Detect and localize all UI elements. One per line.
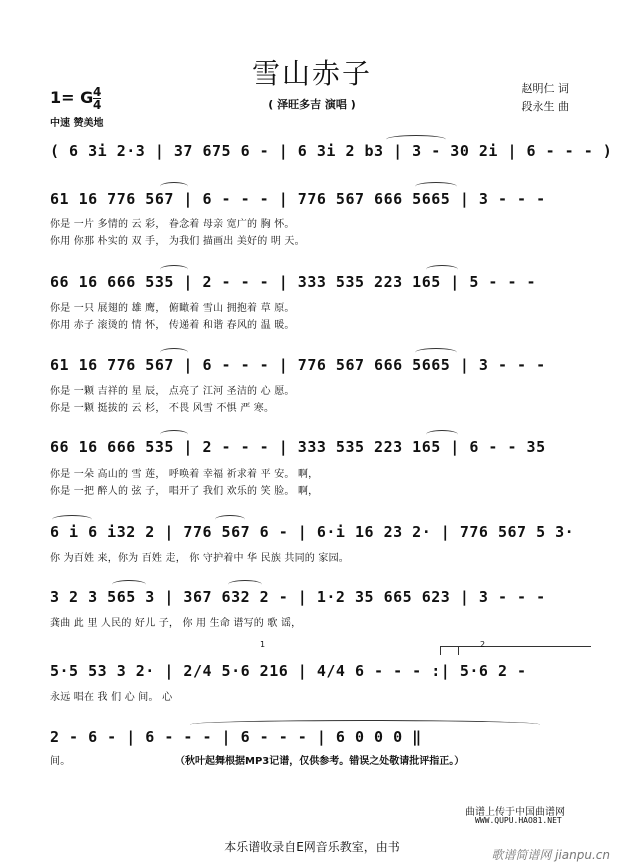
music-line: 66 16 666 535 | 2 - - - | 333 535 223 165 | 5 - - - [50,273,537,291]
slur-mark [52,515,92,524]
slur-mark [386,135,446,144]
time-signature-bottom: 4 [93,98,102,112]
tempo-marking: 中速 赞美地 [50,118,104,129]
slur-mark [415,348,457,357]
transcription-note: （秋叶起舞根据MP3记谱，仅供参考。错误之处敬请批评指正。） [175,756,465,767]
music-line: 5·5 53 3 2· | 2/4 5·6 216 | 4/4 6 - - - :| 5·6 2 - [50,662,527,680]
lyric-line-verse2: 你用 你那 朴实的 双 手， 为我们 描画出 美好的 明 天。 [50,236,305,247]
volta-number-1: 1 [260,640,266,649]
lyric-line-verse2: 你是 一把 醉人的 弦 子， 唱开了 我们 欢乐的 笑 脸。 啊， [50,486,319,497]
lyric-line: 永远 唱在 我 们 心 间。 心 [50,692,173,703]
lyric-line: 你 为百姓 来，你为 百姓 走， 你 守护着中 华 民族 共同的 家园。 [50,553,349,564]
composer-credit: 段永生 曲 [521,100,569,113]
lyric-line-verse1: 你是 一片 多情的 云 彩， 眷念着 母亲 宽广的 胸 怀。 [50,219,295,230]
slur-mark [160,182,188,191]
lyric-line: 龚曲 此 里 人民的 好儿 子， 你 用 生命 谱写的 歌 谣， [50,618,302,629]
lyric-line-verse1: 你是 一朵 高山的 雪 莲， 呼唤着 幸福 祈求着 平 安。 啊， [50,469,319,480]
slur-mark [228,580,262,589]
lyric-line-verse1: 你是 一只 展翅的 雄 鹰， 俯瞰着 雪山 拥抱着 草 原。 [50,303,295,314]
slur-mark [415,182,457,191]
watermark: 歌谱简谱网 jianpu.cn [491,848,610,862]
volta-number-2: 2 [480,640,486,649]
tie-mark [190,720,540,729]
music-line: 6 i 6 i32 2 | 776 567 6 - | 6·i 16 23 2· | 776 567 5 3· [50,523,575,541]
music-line: 61 16 776 567 | 6 - - - | 776 567 666 5665 | 3 - - - [50,190,546,208]
music-line: 61 16 776 567 | 6 - - - | 776 567 666 5665 | 3 - - - [50,356,546,374]
singer-note: ( 泽旺多吉 演唱 ) [268,98,356,111]
key-signature: 1= G [50,88,94,107]
slur-mark [426,430,458,439]
slur-mark [160,265,188,274]
footer-text: 本乐谱收录自E网音乐教室，由书 [224,840,400,854]
music-line: 3 2 3 565 3 | 367 632 2 - | 1·2 35 665 623 | 3 - - - [50,588,546,606]
slur-mark [426,265,458,274]
lyric-line: 间。 [50,756,71,767]
slur-mark [160,430,188,439]
slur-mark [160,348,188,357]
lyric-line-verse1: 你是 一颗 吉祥的 星 辰， 点亮了 江河 圣洁的 心 愿。 [50,386,295,397]
slur-mark [112,580,146,589]
time-signature [93,86,101,111]
song-title: 雪山赤子 [251,57,372,90]
music-line: 66 16 666 535 | 2 - - - | 333 535 223 165 | 6 - - 35 [50,438,546,456]
time-signature-top: 4 [93,85,102,99]
music-line: 2 - 6 - | 6 - - - | 6 - - - | 6 0 0 0 ‖ [50,728,422,746]
lyric-line-verse2: 你是 一颗 挺拔的 云 杉， 不畏 风雪 不惧 严 寒。 [50,403,275,414]
volta-bracket-2 [458,646,579,655]
upload-note: 曲谱上传于中国曲谱网 [465,807,565,818]
slur-mark [215,515,245,524]
lyric-line-verse2: 你用 赤子 滚烫的 情 怀， 传递着 和谐 春风的 温 暖。 [50,320,295,331]
music-line-intro: ( 6 3i 2·3 | 37 675 6 - | 6 3i 2 b3 | 3 - 30 2i | 6 - - - ) [50,142,613,160]
upload-url: WWW.QUPU.HAO81.NET [475,816,562,825]
lyricist-credit: 赵明仁 词 [521,82,569,95]
